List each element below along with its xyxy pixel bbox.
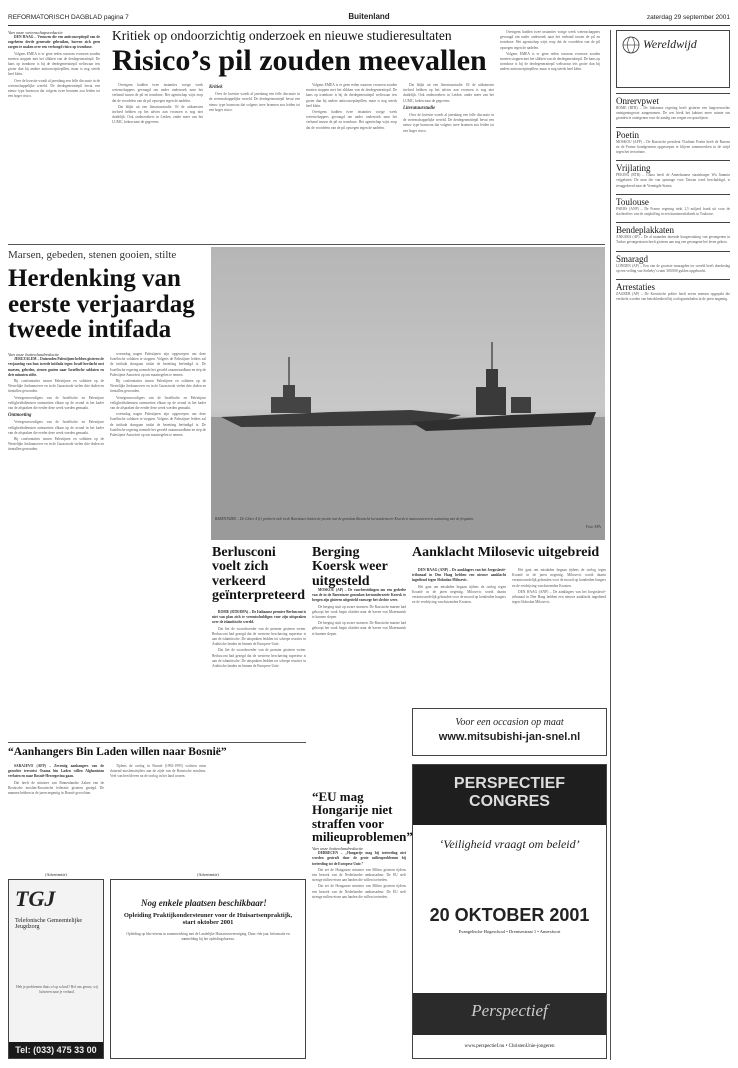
- brief-heading-1: Onrervpwet: [616, 93, 730, 106]
- brief-heading-5: Bendeplakkaten: [616, 222, 730, 235]
- wereldwijd-logo: Wereldwijd: [643, 37, 697, 51]
- brief-heading-4: Toulouse: [616, 194, 730, 207]
- berlusconi-headline: Berlusconi voelt zich verkeerd geïnterpreteerd: [212, 545, 306, 603]
- risico-col-2: Overigens hadden twee instanties vorige week wetenschappers gevraagd om nader onderzoek naar het verband tussen de pil en trombose. Het agentschap wijst erop dat de voordelen van de pil opwegen tegen de nadelen. Dat blijkt uit een literatuurstudie. Of de uitkomsten invloed hebben op het advies aan vrouwen is nog niet duidelijk. Ook onderzoekers in Leiden, onder meer van het LUMC, keken naar de gegevens.: [112, 83, 203, 125]
- eu-body: Van onze buitenlandredactie DEBRECEN – „Hongarije mag bij toetreding niet worden gestraft door de grote milieuproblemen bij toetreding tot de Europese Unie.” Dat zei de Hongaarse minister van Milieu gisteren tijdens een bezoek van de Nederlandse ambassadeur. De EU stelt strenge milieu-eisen aan landen die willen toetreden. Dat zei de Hongaarse minister van Milieu gisteren tijdens een bezoek van de Nederlandse ambassadeur. De EU stelt strenge milieu-eisen aan landen die willen toetreden.: [312, 846, 406, 899]
- risico-kicker: Van onze wetenschapsredactie: [8, 30, 63, 35]
- photo-caption: BARENTSZEE – De Gloire 4 (l.) probeert zich in de Barentszee buiten de positie van de grondam Russische kernonderzeeër Koersk te manoeuvreren in aanvaring met de fregatten.: [215, 517, 474, 521]
- brief-text-7: ZAGREB (AP) – De Kroatische politie heeft zeven mensen opgepakt die verdacht worden van betrokkenheid bij oorlogsmisdaden in de jaren negentig.: [616, 292, 730, 302]
- brief-text-5: ANKARA (AP) – De al maanden durende hongerstaking van gevangenen in Turkse gevangenissen heeft gisteren aan nog een gevangene het leven gekost.: [616, 235, 730, 245]
- advert-mitsubishi: [412, 708, 607, 756]
- risico-headline: Risico’s pil zouden meevallen: [112, 44, 487, 77]
- tgj-logo: TGJ: [15, 886, 56, 911]
- milosevic-headline: Aanklacht Milosevic uitgebreid: [412, 545, 600, 560]
- header-date: zaterdag 29 september 2001: [646, 14, 730, 21]
- news-photo-warship: [211, 247, 605, 540]
- congres-brand: Perspectief: [471, 1001, 548, 1020]
- koersk-body: MOSKOU (AP) – De voorbereidingen om een gedeelte van de in de Barentszee gezonken kernonderzeeër Koersk te bergen zijn gisteren uitgesteld vanwege het slechte weer. De berging stuit op zware stormen. De Russische marine had gehoopt het wrak begin oktober naar de haven van Moermansk te kunnen slepen. De berging stuit op zware stormen. De Russische marine had gehoopt het wrak begin oktober naar de haven van Moermansk te kunnen slepen.: [312, 588, 406, 636]
- brief-text-6: LONDEN (AP) – Een van de grootste smaragden ter wereld heeft donderdag op een veiling van Sotheby’s ruim 300.000 gulden opgebracht.: [616, 263, 730, 273]
- opleiding-sub: Opleiding Praktijkondersteuner voor de Huisartsenpraktijk, start oktober 2001: [123, 912, 293, 926]
- congres-url: www.perspectief.nu • ChristenUnie-jongeren: [464, 1044, 555, 1049]
- brief-text-2: MOSKOU (AFP) – De Russische president Vladimir Poetin heeft de Russen en de Franse bondgenoten opgeroepen te blijven samenwerken in de strijd tegen het terrorisme.: [616, 139, 730, 155]
- advert-tgj: [8, 879, 104, 1059]
- subhead-literatuur: Literatuurstudie: [403, 105, 436, 111]
- intifada-kicker: Marsen, gebeden, stenen gooien, stilte: [8, 249, 177, 261]
- wereldwijd-column: [616, 30, 730, 1060]
- binladen-col-2: Tijdens de oorlog in Bosnië (1992-1995) vochten ruim duizend moslimstrijders aan de zijde van de Bosnische moslims. Veel van hen bleven na de oorlog in het land wonen.: [110, 764, 206, 779]
- congres-slogan: ‘Veiligheid vraagt om beleid’: [439, 837, 580, 851]
- brief-text-4: PARIJS (ANP) – De Franse regering trekt 1,5 miljard frank uit voor de slachtoffers van de ontploffing in een kunstmestfabriek in Toulouse.: [616, 206, 730, 217]
- milosevic-col-2: Het gaat om misdaden begaan tijdens de oorlog tegen Kroatië in de jaren negentig. Milosevic wordt daarin verantwoordelijk gehouden voor de moord op honderden burgers en de verdrijving van duizenden Kroaten. DEN HAAG (ANP) – De aanklagers van het Joegoslavië-tribunaal in Den Haag hebben een nieuwe aanklacht ingediend tegen Slobodan Milosevic.: [512, 568, 606, 605]
- brief-heading-7: Arrestaties: [616, 279, 730, 292]
- intifada-headline: Herdenking van eerste verjaardag tweede intifada: [8, 265, 195, 343]
- page-header: [8, 12, 730, 26]
- risico-p2: Over de kwestie woedt al jarenlang een felle discussie in de wetenschappelijke wereld. De derdegeneratiepil bevat een nieuw type hormoon dat volgens twee bronnen zou leiden tot een hoger risico.: [8, 78, 100, 99]
- risico-lead: DEN HAAG – Vrouwen die een anticonceptiepil van de zogeheten derde generatie gebruiken, hoeven zich geen zorgen te maken over een verhoogd risico op trombose.: [8, 35, 100, 50]
- subhead-kritiek: Kritiek: [209, 85, 223, 90]
- congres-title: PERSPECTIEF CONGRES: [453, 775, 566, 810]
- brief-heading-6: Smaragd: [616, 251, 730, 264]
- opleiding-body: Opleiding op hbo-niveau in samenwerking met de Landelijke Huisartsenvereniging. Duur: één jaar. Informatie en aanmelding bij het opleidingsbureau.: [126, 932, 290, 942]
- subhead-ontmoeting: Ontmoeting: [8, 413, 32, 419]
- milosevic-col-1: DEN HAAG (ANP) – De aanklagers van het Joegoslavië-tribunaal in Den Haag hebben een nieuwe aanklacht ingediend tegen Slobodan Milosevic. Het gaat om misdaden begaan tijdens de oorlog tegen Kroatië in de jaren negentig. Milosevic wordt daarin verantwoordelijk gehouden voor de moord op honderden burgers en de verdrijving van duizenden Kroaten.: [412, 568, 506, 605]
- berlusconi-body: ROME (RTR/DPA) – De Italiaanse premier Berlusconi is niet van plan zich te verontschuldigen voor zijn uitspraken over de islamitische wereld. Dat liet de woordvoerder van de premier gisteren weten. Berlusconi had gezegd dat de westerse beschaving superieur is aan de islamitische. De uitspraken leidden tot scherpe reacties in Arabische landen en binnen de Europese Unie. Dat liet de woordvoerder van de premier gisteren weten. Berlusconi had gezegd dat de westerse beschaving superieur is aan de islamitische. De uitspraken leidden tot scherpe reacties in Arabische landen en binnen de Europese Unie.: [212, 610, 306, 669]
- wereldwijd-logo-box: [616, 30, 730, 88]
- brief-text-1: ROME (RTR) – De Italiaanse regering heeft gisteren een langverwachte onteigeningswet aangenomen. De wet biedt het kabinet meer ruimte om gronden te onteigenen voor de aanleg van wegen en spoorlijnen.: [616, 106, 730, 121]
- risico-col-6: Overigens hadden twee instanties vorige week wetenschappers gevraagd om nader onderzoek naar het verband tussen de pil en trombose. Het agentschap wijst erop dat de voordelen van de pil opwegen tegen de nadelen. Volgens EMEA is er geen reden waarom vrouwen zouden moeten stoppen met het slikken van de derdegeneratiepil. De kans op trombose is bij de derdegeneratiepil weliswaar iets groter dan bij andere anticonceptiepillen, maar is nog steeds heel klein.: [500, 30, 600, 72]
- tgj-sub: Telefonische Gemeentelijke Jeugdzorg: [15, 918, 83, 930]
- binladen-col-1: SARAJEVO (AFP) – Zeventig aanhangers van de gezochte terrorist Osama bin Laden willen Afghanistan verlaten en naar Bosnië-Herzegovina gaan. Dat heeft de minister van Binnenlandse Zaken van de Bosnische moslim-Kroatische federatie gisteren gezegd. De mannen hebben in de jaren negentig in Bosnië gevochten.: [8, 764, 104, 796]
- congres-date: 20 OKTOBER 2001: [429, 905, 590, 925]
- mitsubishi-url: www.mitsubishi-jan-snel.nl: [438, 731, 581, 743]
- eu-headline: “EU mag Hongarije niet straffen voor milieuproblemen”: [312, 789, 413, 844]
- risico-p1: Volgens EMEA is er geen reden waarom vrouwen zouden moeten stoppen met het slikken van de derdegeneratiepil. De kans op trombose is bij de derdegeneratiepil weliswaar iets groter dan bij andere anticonceptiepillen, maar is nog steeds heel klein.: [8, 51, 100, 77]
- advert-opleiding: [110, 879, 306, 1059]
- brief-heading-2: Poetin: [616, 127, 730, 140]
- risico-col-4: Volgens EMEA is er geen reden waarom vrouwen zouden moeten stoppen met het slikken van de derdegeneratiepil. De kans op trombose is bij de derdegeneratiepil weliswaar iets groter dan bij andere anticonceptiepillen, maar is nog steeds heel klein. Overigens hadden twee instanties vorige week wetenschappers gevraagd om nader onderzoek naar het verband tussen de pil en trombose. Het agentschap wijst erop dat de voordelen van de pil opwegen tegen de nadelen.: [306, 83, 397, 130]
- advert-perspectief: [412, 764, 607, 1059]
- risico-col-5: Dat blijkt uit een literatuurstudie. Of de uitkomsten invloed hebben op het advies aan vrouwen is nog niet duidelijk. Ook onderzoekers in Leiden, onder meer van het LUMC, keken naar de gegevens. Literatuurstudie Over de kwestie woedt al jarenlang een felle discussie in de wetenschappelijke wereld. De derdegeneratiepil bevat een nieuw type hormoon dat volgens twee bronnen zou leiden tot een hoger risico.: [403, 83, 494, 133]
- binladen-headline: “Aanhangers Bin Laden willen naar Bosnië”: [8, 746, 227, 758]
- risico-overline: Kritiek op ondoorzichtig onderzoek en nieuwe studieresultaten: [112, 28, 452, 43]
- koersk-headline: Berging Koersk weer uitgesteld: [312, 545, 388, 589]
- intifada-col-2: woensdag nagen Palestijnen zijn opgeroepen om deze Israëlische soldaten te stoppen. Volgens de Palestijnse leiders zal de intifada doorgaan totdat de bezetting beëindigd is. De Israëlische regering noemde het geweld onaanvaardbaar en riep de Palestijnse Autoriteit op om maatregelen te nemen. Bij confrontaties tussen Palestijnen en soldaten op de Westelijke Jordaanoever en in de Gazastrook vielen drie doden en tientallen gewonden. Vertegenwoordigers van de Israëlische en Palestijnse veiligheidsdiensten ontmoetten elkaar op de avond in het kader van de afspraken die eerder deze week werden gemaakt. woensdag nagen Palestijnen zijn opgeroepen om deze Israëlische soldaten te stoppen. Volgens de Palestijnse leiders zal de intifada doorgaan totdat de bezetting beëindigd is. De Israëlische regering noemde het geweld onaanvaardbaar en riep de Palestijnse Autoriteit op om maatregelen te nemen.: [110, 352, 206, 438]
- opleiding-title: Nog enkele plaatsen beschikbaar!: [141, 898, 267, 908]
- risico-left-col: [8, 30, 100, 230]
- congres-place: Evangelische Hogeschool • Drentsestraat 1 • Amersfoort: [458, 929, 561, 934]
- brief-heading-3: Vrijlating: [616, 160, 730, 173]
- risico-col-3: Kritiek Over de kwestie woedt al jarenlang een felle discussie in de wetenschappelijke wereld. De derdegeneratiepil bevat een nieuw type hormoon dat volgens twee bronnen zou leiden tot een hoger risico.: [209, 85, 300, 112]
- section-title: Buitenland: [348, 12, 390, 21]
- tgj-phone: Tel: (033) 475 33 00: [9, 1042, 103, 1058]
- warship-illustration: [211, 247, 605, 540]
- header-left: REFORMATORISCH DAGBLAD pagina 7: [8, 14, 129, 21]
- intifada-col-1: Van onze buitenlandredactie JERUZALEM – Duizenden Palestijnen hebben gisteren de verjaardag van hun tweede intifada tegen Israël herdacht met marsen, gebeden, stenen gooien naar Israëlische soldaten en drie minuten stilte. Bij confrontaties tussen Palestijnen en soldaten op de Westelijke Jordaanoever en in de Gazastrook vielen drie doden en tientallen gewonden. Vertegenwoordigers van de Israëlische en Palestijnse veiligheidsdiensten ontmoetten elkaar op de avond in het kader van de afspraken die eerder deze week werden gemaakt. Ontmoeting Vertegenwoordigers van de Israëlische en Palestijnse veiligheidsdiensten ontmoetten elkaar op de avond in het kader van de afspraken die eerder deze week werden gemaakt. Bij confrontaties tussen Palestijnen en soldaten op de Westelijke Jordaanoever en in de Gazastrook vielen drie doden en tientallen gewonden.: [8, 352, 104, 452]
- tgj-body: Heb je problemen thuis of op school? Bel ons gerust, wij luisteren naar je verhaal.: [16, 985, 98, 995]
- photo-credit: Foto: EPA: [586, 525, 601, 529]
- mitsubishi-title: Voor een occasion op maat: [455, 717, 564, 728]
- brief-text-3: PEKING (RTR) – China heeft de Amerikaanse staatsburger Wu Jianmin vrijgelaten. De man die van spionage voor Taiwan werd beschuldigd, is teruggekeerd naar de Verenigde Staten.: [616, 173, 730, 188]
